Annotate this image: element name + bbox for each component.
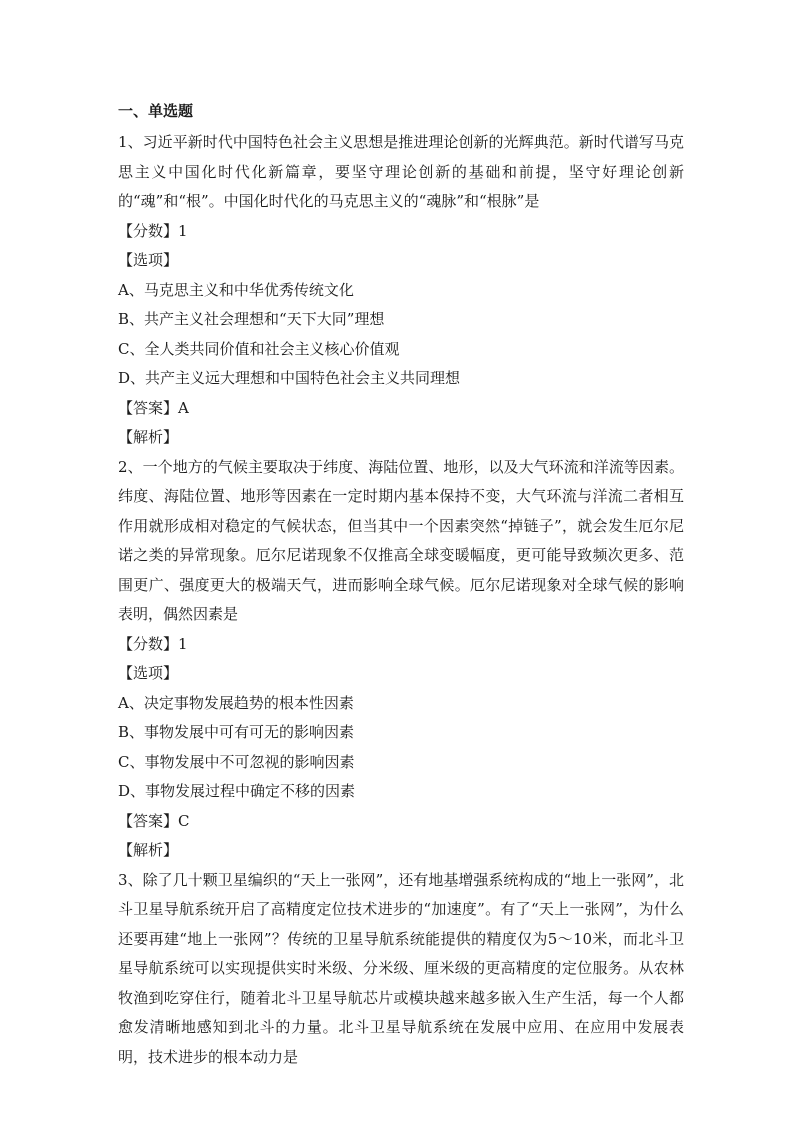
- question-1-option-c: C、全人类共同价值和社会主义核心价值观: [118, 339, 400, 358]
- section-title: 一、单选题: [118, 102, 194, 120]
- question-1-option-d: D、共产主义远大理想和中国特色社会主义共同理想: [118, 369, 461, 387]
- question-2-option-b: B、事物发展中可有可无的影响因素: [118, 723, 355, 741]
- question-2-option-c: C、事物发展中不可忽视的影响因素: [118, 752, 355, 771]
- question-1-analysis: 【解析】: [118, 428, 179, 446]
- question-3: [118, 866, 684, 1073]
- question-2-options-label: 【选项】: [118, 664, 179, 682]
- question-1-answer: 【答案】A: [118, 398, 189, 417]
- question-2-answer: 【答案】C: [118, 811, 190, 830]
- question-1-score: 【分数】1: [118, 221, 188, 240]
- question-1-options-label: 【选项】: [118, 251, 179, 269]
- exam-content: [118, 100, 684, 1072]
- question-2-analysis: 【解析】: [118, 841, 179, 859]
- question-2-option-d: D、事物发展过程中确定不移的因素: [118, 782, 356, 800]
- question-1-stem: 1、习近平新时代中国特色社会主义思想是推进理论创新的光辉典范。新时代谱写马克思主义中国化时代化新篇章，要坚守理论创新的基础和前提，坚守好理论创新的“魂”和“根”。中国化时代化的马克思主义的“魂脉”和“根脉”是: [118, 133, 684, 210]
- question-2-score: 【分数】1: [118, 634, 188, 653]
- question-2: [118, 453, 684, 866]
- question-1-option-a: A、马克思主义和中华优秀传统文化: [118, 280, 354, 299]
- question-2-stem: 2、一个地方的气候主要取决于纬度、海陆位置、地形，以及大气环流和洋流等因素。纬度、海陆位置、地形等因素在一定时期内基本保持不变，大气环流与洋流二者相互作用就形成相对稳定的气候状态，但当其中一个因素突然“掉链子”，就会发生厄尔尼诺之类的异常现象。厄尔尼诺现象不仅推高全球变暖幅度，更可能导致频次更多、范围更广、强度更大的极端天气，进而影响全球气候。厄尔尼诺现象对全球气候的影响表明，偶然因素是: [118, 457, 684, 623]
- question-1-option-b: B、共产主义社会理想和“天下大同”理想: [118, 310, 385, 328]
- question-2-option-a: A、决定事物发展趋势的根本性因素: [118, 693, 354, 712]
- question-3-stem: 3、除了几十颗卫星编织的“天上一张网”，还有地基增强系统构成的“地上一张网”，北斗卫星导航系统开启了高精度定位技术进步的“加速度”。有了“天上一张网”，为什么还要再建“地上一张网”？传统的卫星导航系统能提供的精度仅为5～10米，而北斗卫星导航系统可以实现提供实时米级、分米级、厘米级的更高精度的定位服务。从农林牧渔到吃穿住行，随着北斗卫星导航芯片或模块越来越多嵌入生产生活，每一个人都愈发清晰地感知到北斗的力量。北斗卫星导航系统在发展中应用、在应用中发展表明，技术进步的根本动力是: [118, 870, 684, 1066]
- question-1: [118, 128, 684, 453]
